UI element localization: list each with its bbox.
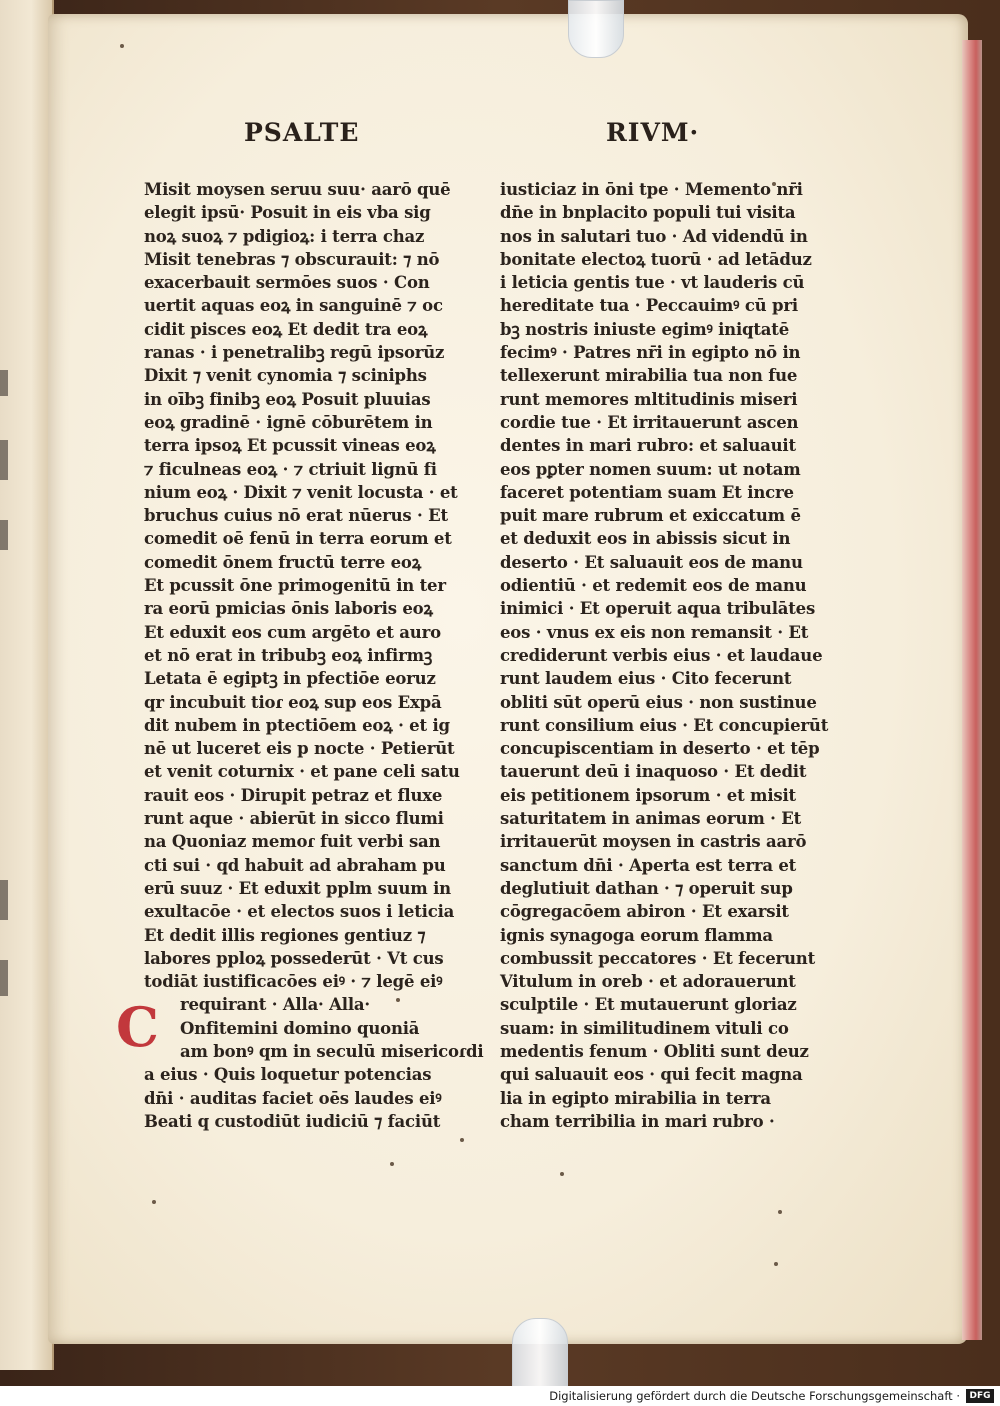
text-line: requirant · Alla· Alla· xyxy=(180,995,370,1015)
text-line: Beati q custodiūt iudiciū ⁊ faciūt xyxy=(144,1111,441,1131)
text-line: ignis synagoga eorum flamma xyxy=(500,925,773,945)
text-line: inimici · Et operuit aqua tribulātes xyxy=(500,599,816,619)
text-line: concupiscentiam in deserto · et tēp xyxy=(500,739,820,759)
text-line: faceret potentiam suam Et incre xyxy=(500,482,794,502)
text-line: puit mare rubrum et exiccatum ē xyxy=(500,506,801,526)
text-line: uertit aquas eoꝝ in sanguinē ⁊ oc xyxy=(144,296,443,316)
text-line: runt memores mltitudinis miseri xyxy=(500,389,798,409)
text-line: Et eduxit eos cum argēto et auro xyxy=(144,622,441,642)
leaf-ink-mark xyxy=(0,440,8,480)
text-line: Et pcussit ōne primogenitū in ter xyxy=(144,576,446,596)
text-line: erū suuz · Et eduxit pplm suum in xyxy=(144,878,451,898)
text-line: i leticia gentis tue · vt lauderis cū xyxy=(500,273,805,293)
text-line: hereditate tua · Peccauimꝰ cū pri xyxy=(500,296,798,316)
text-line: comedit oē fenū in terra eorum et xyxy=(144,529,452,549)
text-line: runt aque · abierūt in sicco flumi xyxy=(144,809,444,829)
text-line: nos in salutari tuo · Ad videndū in xyxy=(500,226,808,246)
paper-speck xyxy=(774,1262,778,1266)
text-line: Misit moysen seruu suu· aarō quē xyxy=(144,180,451,199)
text-line: qui saluauit eos · qui fecit magna xyxy=(500,1065,803,1085)
text-line: qr incubuit tioɾ eoꝝ sup eos Expā xyxy=(144,692,442,712)
running-head-left: PSALTE xyxy=(244,118,360,147)
text-line: eos · vnus ex eis non remansit · Et xyxy=(500,622,809,642)
text-line: sanctum dn̄i · Aperta est terra et xyxy=(500,855,797,875)
text-line: fecimꝰ · Patres nr̄i in egipto nō in xyxy=(500,343,801,363)
text-line: noꝝ suoꝝ ⁊ pdigioꝝ: i terra chaz xyxy=(144,226,425,246)
text-column-right xyxy=(500,178,829,1133)
paper-speck xyxy=(390,1162,394,1166)
text-line: suam: in similitudinem vituli co xyxy=(500,1018,789,1038)
text-column-left xyxy=(144,178,484,1133)
text-line: obliti sūt operū eius · non sustinue xyxy=(500,692,817,712)
text-line: cidit pisces eoꝝ Et dedit tra eoꝝ xyxy=(144,319,428,339)
text-line: sculptile · Et mutauerunt gloriaz xyxy=(500,995,797,1015)
text-line: rauit eos · Dirupit petraz et fluxe xyxy=(144,785,443,805)
text-line: dn̄i · auditas faciet oēs laudes eiꝰ xyxy=(144,1088,442,1108)
text-line: a eius · Quis loquetur potencias xyxy=(144,1065,432,1085)
text-line: elegit ipsū· Posuit in eis vba sig xyxy=(144,203,431,223)
text-line: ⁊ ficulneas eoꝝ · ⁊ ctriuit lignū fi xyxy=(144,459,437,479)
text-line: bonitate electoꝝ tuorū · ad letāduz xyxy=(500,249,812,269)
text-line: terra ipsoꝝ Et pcussit vineas eoꝝ xyxy=(144,436,436,456)
paper-speck xyxy=(560,1172,564,1176)
text-line: et nō erat in tribubꝫ eoꝝ infirmꝫ xyxy=(144,645,433,665)
text-line: ranas · i penetralibꝫ regū ipsorūz xyxy=(144,343,445,363)
text-line: eoꝝ gradinē · ignē cōburētem in xyxy=(144,412,433,432)
text-line: tellexerunt mirabilia tua non fue xyxy=(500,366,798,386)
text-line: cti sui · qd habuit ad abraham pu xyxy=(144,855,446,875)
text-line: Vitulum in oreb · et adorauerunt xyxy=(500,972,796,992)
text-line: et venit coturnix · et pane celi satu xyxy=(144,762,460,782)
text-line: nium eoꝝ · Dixit ⁊ venit locusta · et xyxy=(144,482,458,502)
text-line: dentes in mari rubro: et saluauit xyxy=(500,436,796,456)
red-page-edge xyxy=(962,40,982,1340)
text-line: odientiū · et redemit eos de manu xyxy=(500,576,807,596)
text-line: iusticiaz in ōni tpe · Memento nr̄i xyxy=(500,180,803,199)
text-line: deserto · Et saluauit eos de manu xyxy=(500,552,803,572)
text-line: dit nubem in ptectiōem eoꝝ · et ig xyxy=(144,715,450,735)
text-line: Et dedit illis regiones gentiuz ⁊ xyxy=(144,925,426,945)
text-line: labores pploꝝ possederūt · Vt cus xyxy=(144,948,444,968)
running-head-right: RIVM· xyxy=(606,118,700,147)
footer-bar xyxy=(0,1386,1000,1406)
text-line: todiāt iustificacōes eiꝰ · ⁊ legē eiꝰ xyxy=(144,972,443,992)
text-line: exultacōe · et electos suos i leticia xyxy=(144,902,455,922)
text-line: runt consilium eius · Et concupierūt xyxy=(500,715,829,735)
page-clip-bottom xyxy=(512,1318,568,1388)
leaf-ink-mark xyxy=(0,880,8,920)
text-line: lia in egipto mirabilia in terra xyxy=(500,1088,771,1108)
text-line: comedit ōnem fructū terre eoꝝ xyxy=(144,552,422,572)
leaf-ink-mark xyxy=(0,960,8,996)
page-clip-top xyxy=(568,0,624,58)
text-line: cōgregacōem abiron · Et exarsit xyxy=(500,902,789,922)
text-line: bruchus cuius nō erat nūerus · Et xyxy=(144,506,448,526)
text-line: cham terribilia in mari rubro · xyxy=(500,1111,775,1131)
funding-credit: Digitalisierung gefördert durch die Deutsche Forschungsgemeinschaft · xyxy=(549,1389,960,1403)
text-line: bꝫ nostris iniuste egimꝰ iniqtatē xyxy=(500,319,790,339)
text-line: ra eorū pmicias ōnis laboris eoꝝ xyxy=(144,599,433,619)
rubricated-initial: C xyxy=(116,995,159,1059)
text-line: medentis fenum · Obliti sunt deuz xyxy=(500,1041,809,1061)
text-line: Letata ē egiptꝫ in pfectiōe eoruz xyxy=(144,669,436,689)
paper-speck xyxy=(120,44,124,48)
paper-speck xyxy=(152,1200,156,1204)
leaf-ink-mark xyxy=(0,520,8,550)
text-line: coɾdie tue · Et irritauerunt ascen xyxy=(500,412,799,432)
text-line: deglutiuit dathan · ⁊ operuit sup xyxy=(500,878,793,898)
text-line: dn̄e in bnplacito populi tui visita xyxy=(500,203,796,223)
text-line: in oībꝫ finibꝫ eoꝝ Posuit pluuias xyxy=(144,389,431,409)
text-line: Onfitemini domino quoniā xyxy=(180,1018,420,1038)
text-line: Misit tenebras ⁊ obscurauit: ⁊ nō xyxy=(144,249,440,269)
text-line: runt laudem eius · Cito fecerunt xyxy=(500,669,792,689)
text-line: eis petitionem ipsorum · et misit xyxy=(500,785,796,805)
paper-speck xyxy=(460,1138,464,1142)
text-line: tauerunt deū i inaquoso · Et dedit xyxy=(500,762,807,782)
leaf-ink-mark xyxy=(0,370,8,396)
text-line: Dixit ⁊ venit cynomia ⁊ sciniphs xyxy=(144,366,427,386)
text-line: irritauerūt moysen in castris aarō xyxy=(500,832,807,852)
text-line: eos pꝑter nomen suum: ut notam xyxy=(500,459,801,479)
text-line: saturitatem in animas eorum · Et xyxy=(500,809,802,829)
text-line: na Quoniaz memoɾ fuit verbi san xyxy=(144,832,441,852)
text-line: exacerbauit sermōes suos · Con xyxy=(144,273,430,293)
text-line: crediderunt verbis eius · et laudaue xyxy=(500,645,823,665)
text-line: et deduxit eos in abissis sicut in xyxy=(500,529,791,549)
text-line: combussit peccatores · Et fecerunt xyxy=(500,948,816,968)
dfg-logo: DFG xyxy=(966,1389,994,1403)
paper-speck xyxy=(778,1210,782,1214)
text-line: am bonꝰ qm in seculū misericoɾdi xyxy=(180,1041,484,1061)
previous-leaf-edge xyxy=(0,0,54,1370)
text-line: nē ut luceret eis p nocte · Petierūt xyxy=(144,739,455,759)
